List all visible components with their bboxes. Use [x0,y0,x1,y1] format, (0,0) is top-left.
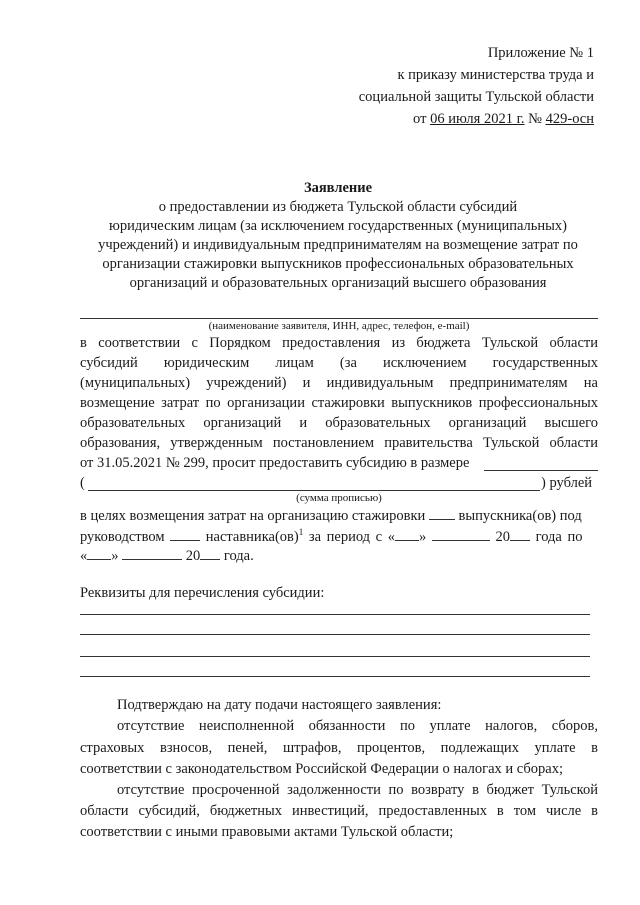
date-prefix: от [413,111,427,127]
title-line-2: юридическим лицам (за исключением государственных (муниципальных) [109,218,567,234]
subsidy-request-text: от 31.05.2021 № 299, просит предоставить субсидию в размере [80,455,470,471]
purpose-text-3b: » [111,548,119,564]
ministry-line: социальной защиты Тульской области [358,89,594,105]
purpose-text-1a: в целях возмещения затрат на организацию стажировки [80,508,426,524]
number-prefix: № [528,111,542,127]
purpose-text-2b: наставника(ов) [205,528,299,545]
requisites-line-2[interactable] [80,634,590,635]
applicant-caption: (наименование заявителя, ИНН, адрес, телефон, e-mail) [208,320,470,332]
body-line-1: в соответствии с Порядком предоставления из бюджета Тульской области [80,335,598,351]
period-start-day-field[interactable] [395,528,419,541]
trainee-count-field[interactable] [429,507,455,520]
title-line-1: о предоставлении из бюджета Тульской области субсидий [158,199,518,215]
order-ref-line: к приказу министерства труда и [397,67,594,83]
order-date: 06 июля 2021 г. [430,111,525,127]
confirm-item2-line-2: области субсидий, бюджетных инвестиций, предоставленных в том числе в [80,803,598,819]
title-line-4: организации стажировки выпускников профессиональных образовательных [102,256,574,272]
period-end-month-field[interactable] [122,547,182,560]
footnote-marker: 1 [298,527,304,537]
requisites-label: Реквизиты для перечисления субсидии: [80,585,325,601]
body-line-5: образовательных организаций и образовательных организаций высшего [80,415,598,431]
period-end-year-field[interactable] [200,547,220,560]
amount-caption: (сумма прописью) [296,492,382,504]
order-date-line [413,111,594,128]
purpose-text-3a: « [80,548,88,564]
purpose-text-3c: 20 [185,548,201,564]
subsidy-amount-field[interactable] [484,470,598,471]
body-line-6: образования, утвержденным постановлением правительства Тульской области [80,435,598,451]
body-line-4: возмещение затрат по организации стажировки выпускников профессиональных [80,395,598,411]
period-start-month-field[interactable] [432,528,490,541]
purpose-text-2a: руководством [80,528,165,545]
document-title: Заявление [303,180,373,196]
purpose-text-1b: выпускника(ов) под [458,508,582,524]
order-number: 429-осн [545,111,594,127]
requisites-line-4[interactable] [80,676,590,677]
purpose-text-3d: года. [223,548,254,564]
applicant-input-line[interactable] [80,318,598,319]
amount-close-label: ) рублей [541,475,593,491]
confirm-item1-line-3: соответствии с законодательством Российской Федерации о налогах и сборах; [80,761,564,777]
confirm-item2-line-3: соответствии с иными правовыми актами Тульской области; [80,824,454,840]
confirm-item2-line-1: отсутствие просроченной задолженности по возврату в бюджет Тульской [117,782,598,798]
title-line-5: организаций и образовательных организаций высшего образования [129,275,547,291]
purpose-line-1 [80,507,582,525]
body-line-2: субсидий юридическим лицам (за исключением государственных [80,355,598,371]
purpose-line-3 [80,547,254,565]
period-end-day-field[interactable] [87,547,111,560]
amount-open-paren: ( [80,475,85,491]
confirm-item1-line-2: страховых взносов, пеней, штрафов, процентов, подлежащих уплате в [80,740,598,756]
confirm-item1-line-1: отсутствие неисполненной обязанности по уплате налогов, сборов, [117,718,598,734]
purpose-text-2d: » [418,528,427,545]
purpose-text-2f: года по [535,528,583,545]
purpose-line-2 [80,527,598,546]
requisites-line-3[interactable] [80,656,590,657]
purpose-text-2c: за период с « [308,528,395,545]
mentor-count-field[interactable] [170,528,200,541]
confirm-heading: Подтверждаю на дату подачи настоящего заявления: [117,697,442,713]
body-line-3: (муниципальных) учреждений) и индивидуальным предпринимателям на [80,375,598,391]
appendix-label: Приложение № 1 [487,45,594,61]
title-line-3: учреждений) и индивидуальным предпринимателям на возмещение затрат по [98,237,578,253]
amount-words-field[interactable] [88,490,540,491]
requisites-line-1[interactable] [80,614,590,615]
purpose-text-2e: 20 [495,528,510,545]
period-start-year-field[interactable] [510,528,530,541]
